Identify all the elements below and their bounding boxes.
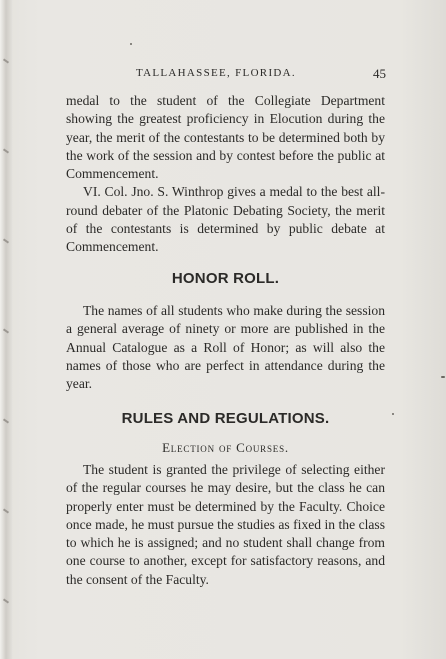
binding-stitch xyxy=(3,508,9,513)
paper-speck xyxy=(130,43,132,45)
binding-stitch xyxy=(3,58,9,63)
election-of-courses-subheading: Election of Courses. xyxy=(162,440,289,455)
binding-stitch xyxy=(3,418,9,423)
honor-roll-paragraph: The names of all students who make during the session a general average of ninety or more are published in the Annual Catalogue as a Roll of Honor; as will also the names of those who are perfect in attendance during the year. xyxy=(66,303,385,392)
paper-speck xyxy=(392,413,394,415)
rules-section xyxy=(66,461,385,589)
paragraph-debate-medal: VI. Col. Jno. S. Winthrop gives a medal to the best all-round debater of the Platonic Debating Society, the merit of the contestants is determined by public debate at Commencement. xyxy=(66,184,385,255)
honor-roll-heading: HONOR ROLL. xyxy=(171,270,280,287)
award-paragraphs xyxy=(66,92,385,257)
page-header xyxy=(66,66,386,82)
binding-stitch xyxy=(3,238,9,243)
binding-stitch xyxy=(3,328,9,333)
honor-roll-section xyxy=(66,302,385,393)
binding-stitch xyxy=(3,598,9,603)
paper-speck xyxy=(441,376,445,378)
paragraph-elocution-medal: medal to the student of the Collegiate Department showing the greatest proficiency in Elocution during the year, the merit of the contestants to be determined both by the work of the session and by contest before the public at Commencement. xyxy=(66,93,385,182)
running-head: TALLAHASSEE, FLORIDA. xyxy=(136,67,296,79)
page-number: 45 xyxy=(373,66,386,81)
election-of-courses-paragraph: The student is granted the privilege of selecting either of the regular courses he may desire, but the class he can properly enter must be determined by the Faculty. Choice once made, he must pursue the studies as fixed in the class to which he is assigned; and no student shall change from one course to another, except for satisfactory reasons, and the consent of the Faculty. xyxy=(66,462,385,587)
rules-heading: RULES AND REGULATIONS. xyxy=(121,410,330,427)
binding-stitch xyxy=(3,148,9,153)
page-binding xyxy=(0,0,12,659)
